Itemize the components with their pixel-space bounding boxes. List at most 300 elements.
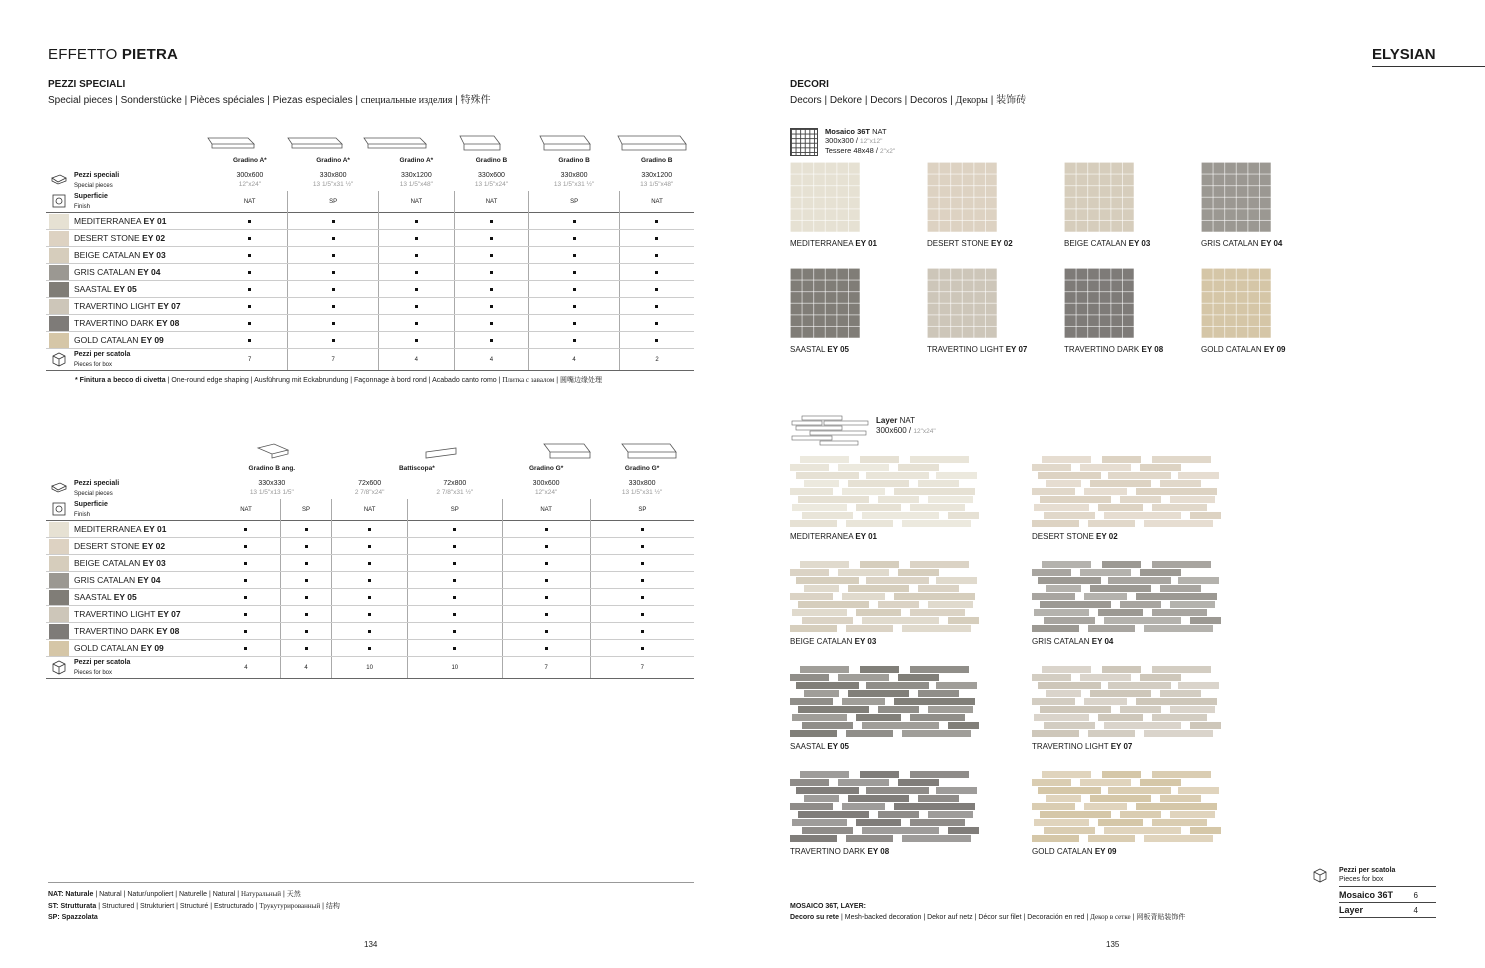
available-mark: [573, 254, 576, 257]
layer-strip: [1098, 714, 1143, 721]
available-mark: [248, 271, 251, 274]
layer-strip: [1152, 504, 1207, 511]
available-mark: [305, 528, 308, 531]
mosaic-tile-label: BEIGE CATALAN EY 03: [1064, 239, 1151, 248]
row-label-en: Special pieces: [74, 182, 113, 189]
available-mark: [368, 596, 371, 599]
mosaic-grid-icon: [790, 128, 818, 156]
color-label: TRAVERTINO DARK EY 08: [72, 315, 212, 332]
layer-strip: [846, 625, 893, 632]
available-mark: [453, 647, 456, 650]
layer-strip: [1042, 771, 1091, 778]
table-row: [46, 640, 694, 657]
layer-strip: [798, 811, 869, 818]
available-mark: [244, 545, 247, 548]
layer-strip: [802, 827, 853, 834]
color-swatch: [49, 624, 69, 639]
available-mark: [305, 630, 308, 633]
layer-strip: [936, 472, 977, 479]
color-label: MEDITERRANEA EY 01: [72, 521, 212, 538]
layer-strip: [1042, 456, 1091, 463]
available-mark: [453, 562, 456, 565]
layer-strip: [1170, 601, 1215, 608]
available-mark: [305, 579, 308, 582]
layer-strip: [928, 706, 973, 713]
color-swatch: [49, 299, 69, 314]
col-header: Gradino B: [475, 157, 508, 164]
available-mark: [545, 528, 548, 531]
layer-strip: [1160, 690, 1201, 697]
layer-strip: [894, 803, 975, 810]
layer-strip: [790, 730, 837, 737]
table-row: [46, 213, 694, 230]
available-mark: [415, 322, 418, 325]
available-mark: [332, 322, 335, 325]
row-label-en: Finish: [74, 204, 91, 210]
layer-strip: [898, 464, 939, 471]
color-swatch: [49, 556, 69, 571]
layer-strip: [1170, 706, 1215, 713]
available-mark: [641, 647, 644, 650]
table-row: [46, 247, 694, 264]
layer-strip: [1104, 512, 1181, 519]
layer-strip: [1178, 472, 1219, 479]
layer-strip: [1104, 617, 1181, 624]
available-mark: [641, 596, 644, 599]
available-mark: [545, 630, 548, 633]
finish-value: SP: [408, 499, 502, 521]
size-inch: 13 1/5"x31 ½": [553, 181, 595, 188]
layer-strip: [878, 496, 919, 503]
layer-strip: [1032, 698, 1075, 705]
layer-strip: [1120, 601, 1161, 608]
color-label: BEIGE CATALAN EY 03: [72, 555, 212, 572]
finish-value: NAT: [378, 191, 454, 213]
layer-strip: [1032, 674, 1071, 681]
available-mark: [332, 288, 335, 291]
layer-strip: [1034, 504, 1089, 511]
layer-strip: [1042, 561, 1091, 568]
layer-strip: [898, 674, 939, 681]
layer-strip: [1032, 520, 1079, 527]
color-label: GRIS CATALAN EY 04: [72, 572, 212, 589]
layer-strip: [1098, 504, 1143, 511]
mosaic-tile-image: [1064, 162, 1134, 232]
layer-strip: [848, 690, 909, 697]
available-mark: [368, 562, 371, 565]
layer-strip: [1080, 779, 1131, 786]
layer-strip: [1032, 730, 1079, 737]
layer-strip: [1152, 561, 1211, 568]
finish-value: SP: [288, 191, 379, 213]
available-mark: [332, 220, 335, 223]
available-mark: [655, 339, 658, 342]
box-qty: 4: [212, 657, 280, 679]
mosaic-tile-image: [790, 268, 860, 338]
layer-strip: [910, 714, 965, 721]
available-mark: [655, 237, 658, 240]
layer-strip: [790, 464, 829, 471]
finish-value: NAT: [619, 191, 694, 213]
layer-strip: [936, 682, 977, 689]
mosaic-tile-image: [1064, 268, 1134, 338]
available-mark: [641, 579, 644, 582]
layer-strip: [790, 779, 829, 786]
available-mark: [332, 237, 335, 240]
available-mark: [573, 305, 576, 308]
battiscopa-drawing: [426, 448, 456, 458]
available-mark: [453, 630, 456, 633]
size: 330x1200: [641, 172, 673, 179]
row-label: Superficie: [74, 193, 108, 200]
table-row: [46, 572, 694, 589]
box-icon: [50, 658, 68, 676]
layer-strip: [798, 601, 869, 608]
layer-strip: [918, 795, 959, 802]
layer-strip: [936, 787, 977, 794]
available-mark: [453, 579, 456, 582]
pieces-icon: [50, 173, 68, 185]
layer-strip: [862, 827, 939, 834]
available-mark: [248, 322, 251, 325]
table-row: [46, 521, 694, 538]
layer-strip: [1160, 585, 1201, 592]
layer-strip: [1190, 512, 1221, 519]
page-title: EFFETTO PIETRA: [48, 46, 179, 63]
available-mark: [244, 596, 247, 599]
available-mark: [655, 305, 658, 308]
row-label: Pezzi speciali: [74, 479, 120, 487]
box-item-name: Mosaico 36T: [1339, 888, 1408, 903]
layer-strip: [1108, 472, 1171, 479]
layer-strip: [866, 472, 929, 479]
layer-strip: [1084, 488, 1127, 495]
layer-strip: [790, 569, 829, 576]
available-mark: [655, 271, 658, 274]
table1-footnote: * Finitura a becco di civetta | One-round edge shaping | Ausführung mit Eckabrundung | Façonnage à bord rond | Acabado canto romo | Плитка с завалом | 圆嘴边缘处理: [75, 376, 603, 384]
layer-strip: [1080, 464, 1131, 471]
mosaic-tile-image: [1201, 162, 1271, 232]
available-mark: [655, 322, 658, 325]
color-swatch: [49, 522, 69, 537]
layer-strip: [1090, 795, 1151, 802]
available-mark: [248, 339, 251, 342]
layer-strip: [910, 819, 965, 826]
size: 330x800: [628, 480, 656, 487]
color-swatch: [49, 590, 69, 605]
box-qty: 10: [332, 657, 408, 679]
layer-strip: [1120, 496, 1161, 503]
row-label-en: Pieces for box: [74, 362, 113, 368]
layer-strip: [798, 496, 869, 503]
layer-strip: [1178, 787, 1219, 794]
box-table: [1339, 888, 1436, 918]
legend-divider: [48, 882, 694, 883]
layer-tile-image: [790, 771, 980, 843]
finish-icon: [51, 501, 67, 517]
mosaic-tile-label: DESERT STONE EY 02: [927, 239, 1013, 248]
layer-strip: [790, 593, 833, 600]
available-mark: [305, 613, 308, 616]
color-label: GOLD CATALAN EY 09: [72, 332, 212, 349]
layer-tile-image: [1032, 771, 1222, 843]
layer-strip: [1152, 666, 1211, 673]
size-inch: 12"x24": [534, 489, 558, 496]
page-number-left: 134: [364, 940, 378, 949]
color-swatch: [49, 316, 69, 331]
col-header: Gradino B: [641, 157, 673, 164]
layer-strip: [1120, 811, 1161, 818]
box-qty: 4: [378, 349, 454, 371]
layer-strip: [1190, 722, 1221, 729]
available-mark: [641, 528, 644, 531]
layer-strip: [838, 674, 889, 681]
color-swatch: [49, 607, 69, 622]
available-mark: [490, 220, 493, 223]
available-mark: [545, 545, 548, 548]
layer-info: Layer NAT 300x600 / 12"x24": [876, 416, 936, 435]
box-icon: [1311, 866, 1329, 884]
layer-strip: [848, 795, 909, 802]
layer-strip: [1032, 569, 1071, 576]
size-inch: 13 1/5"x48": [399, 181, 433, 188]
layer-strip: [862, 617, 939, 624]
box-table-title: Pezzi per scatola Pieces for box: [1339, 866, 1436, 887]
layer-strip: [918, 690, 959, 697]
available-mark: [453, 528, 456, 531]
available-mark: [244, 579, 247, 582]
layer-tile-label: GOLD CATALAN EY 09: [1032, 847, 1117, 856]
layer-strip: [1160, 795, 1201, 802]
available-mark: [415, 271, 418, 274]
available-mark: [305, 545, 308, 548]
finish-value: NAT: [332, 499, 408, 521]
available-mark: [368, 613, 371, 616]
size: 72x600: [358, 480, 382, 487]
col-header: Gradino G*: [528, 465, 564, 472]
available-mark: [368, 579, 371, 582]
layer-strip: [1040, 601, 1111, 608]
available-mark: [453, 613, 456, 616]
layer-strip: [1108, 577, 1171, 584]
layer-strip: [866, 577, 929, 584]
layer-strip: [1042, 666, 1091, 673]
layer-strip: [1034, 819, 1089, 826]
layer-strip: [1144, 625, 1213, 632]
layer-strip: [902, 520, 971, 527]
layer-strip: [792, 714, 847, 721]
layer-strip: [800, 456, 849, 463]
layer-strip: [848, 585, 909, 592]
available-mark: [641, 613, 644, 616]
layer-strip: [910, 504, 965, 511]
layer-strip: [1190, 617, 1221, 624]
mosaic-tile-image: [790, 162, 860, 232]
layer-strip: [790, 625, 837, 632]
mosaic-tile-label: GRIS CATALAN EY 04: [1201, 239, 1283, 248]
color-label: MEDITERRANEA EY 01: [72, 213, 212, 230]
layer-tile-image: [1032, 666, 1222, 738]
table-row: [46, 623, 694, 640]
layer-strip: [796, 787, 859, 794]
layer-strip: [856, 609, 901, 616]
layer-strip: [1102, 456, 1141, 463]
box-item-value: 6: [1408, 888, 1436, 903]
layer-strip: [878, 706, 919, 713]
layer-strip: [1090, 585, 1151, 592]
layer-strip: [1046, 795, 1081, 802]
special-pieces-table-2: [46, 460, 694, 679]
box-qty: 4: [280, 657, 331, 679]
layer-strip: [894, 593, 975, 600]
layer-strip: [1190, 827, 1221, 834]
layer-strip: [910, 561, 969, 568]
available-mark: [305, 562, 308, 565]
size: 330x1200: [400, 172, 432, 179]
layer-strip: [790, 488, 833, 495]
table-row: [46, 606, 694, 623]
layer-tile-label: BEIGE CATALAN EY 03: [790, 637, 877, 646]
available-mark: [305, 647, 308, 650]
layer-strip: [1102, 561, 1141, 568]
size-inch: 2 7/8"x24": [354, 489, 385, 496]
gradino-a-drawing: [208, 138, 254, 148]
available-mark: [244, 528, 247, 531]
layer-strip: [918, 480, 959, 487]
available-mark: [655, 254, 658, 257]
available-mark: [415, 305, 418, 308]
gradino-b-drawing: [540, 136, 590, 150]
layer-strip: [1140, 569, 1181, 576]
layer-strip: [1152, 609, 1207, 616]
row-label: Pezzi per scatola: [74, 351, 131, 358]
layer-strip: [910, 609, 965, 616]
available-mark: [415, 254, 418, 257]
box-item-value: 4: [1408, 903, 1436, 918]
size-inch: 13 1/5"x48": [640, 181, 674, 188]
size: 330x800: [319, 172, 347, 179]
layer-strip: [1104, 722, 1181, 729]
layer-tile-image: [790, 456, 980, 528]
layer-strip: [1084, 593, 1127, 600]
layer-strip: [796, 682, 859, 689]
layer-strip: [902, 625, 971, 632]
layer-strip: [1044, 827, 1095, 834]
layer-strip: [910, 771, 969, 778]
table-row: [46, 589, 694, 606]
layer-strip: [1046, 585, 1081, 592]
finish-value: NAT: [502, 499, 590, 521]
box-qty: 7: [288, 349, 379, 371]
available-mark: [655, 220, 658, 223]
layer-strip: [948, 827, 979, 834]
color-swatch: [49, 214, 69, 229]
color-label: GRIS CATALAN EY 04: [72, 264, 212, 281]
layer-strip: [790, 674, 829, 681]
layer-strip: [1120, 706, 1161, 713]
color-label: BEIGE CATALAN EY 03: [72, 247, 212, 264]
color-label: SAASTAL EY 05: [72, 589, 212, 606]
layer-tile-image: [1032, 456, 1222, 528]
layer-strip: [1102, 771, 1141, 778]
layer-tile-image: [790, 666, 980, 738]
layer-strip: [1032, 625, 1079, 632]
layer-strip: [860, 561, 899, 568]
available-mark: [415, 339, 418, 342]
layer-strip: [1088, 835, 1135, 842]
available-mark: [545, 579, 548, 582]
layer-strip: [862, 512, 939, 519]
box-qty: 7: [590, 657, 694, 679]
layer-strip: [1170, 811, 1215, 818]
layer-strip: [1032, 803, 1075, 810]
layer-strip: [804, 795, 839, 802]
available-mark: [545, 613, 548, 616]
col-header: Gradino B: [558, 157, 590, 164]
layer-strip: [878, 811, 919, 818]
table-row: [46, 264, 694, 281]
layer-strip: [1040, 496, 1111, 503]
available-mark: [490, 254, 493, 257]
special-pieces-table-1: [46, 152, 694, 371]
color-label: DESERT STONE EY 02: [72, 538, 212, 555]
available-mark: [641, 562, 644, 565]
layer-strip: [928, 601, 973, 608]
layer-tile-label: SAASTAL EY 05: [790, 742, 850, 751]
layer-strip: [1032, 464, 1071, 471]
gradino-b-drawing: [460, 136, 500, 150]
col-header: Gradino B ang.: [248, 465, 296, 472]
layer-strip: [790, 803, 833, 810]
layer-strip: [790, 698, 833, 705]
available-mark: [545, 647, 548, 650]
layer-strip: [1160, 480, 1201, 487]
layer-strip: [790, 835, 837, 842]
finish-value: NAT: [240, 506, 252, 513]
available-mark: [415, 220, 418, 223]
section-title-decors: DECORI: [790, 79, 829, 90]
layer-tile-label: MEDITERRANEA EY 01: [790, 532, 878, 541]
layer-strip: [846, 520, 893, 527]
available-mark: [490, 237, 493, 240]
page-number-right: 135: [1106, 940, 1120, 949]
col-header: Gradino A*: [316, 157, 350, 164]
layer-strip: [802, 617, 853, 624]
finish-value: SP: [280, 499, 331, 521]
layer-strip: [1108, 787, 1171, 794]
available-mark: [573, 288, 576, 291]
layer-strip: [856, 819, 901, 826]
layer-strip: [848, 480, 909, 487]
box-table-row: [1339, 888, 1436, 903]
layer-strip: [1084, 803, 1127, 810]
layer-tile-label: TRAVERTINO LIGHT EY 07: [1032, 742, 1133, 751]
layer-strip: [796, 577, 859, 584]
finish-value: NAT: [454, 191, 529, 213]
available-mark: [244, 630, 247, 633]
color-label: TRAVERTINO LIGHT EY 07: [72, 298, 212, 315]
available-mark: [573, 271, 576, 274]
layer-strip: [866, 682, 929, 689]
size-inch: 12"x24": [238, 181, 262, 188]
layer-strip: [936, 577, 977, 584]
layer-strip: [1144, 520, 1213, 527]
layer-strip: [790, 520, 837, 527]
available-mark: [332, 271, 335, 274]
available-mark: [641, 630, 644, 633]
color-swatch: [49, 539, 69, 554]
layer-strip: [1038, 787, 1101, 794]
